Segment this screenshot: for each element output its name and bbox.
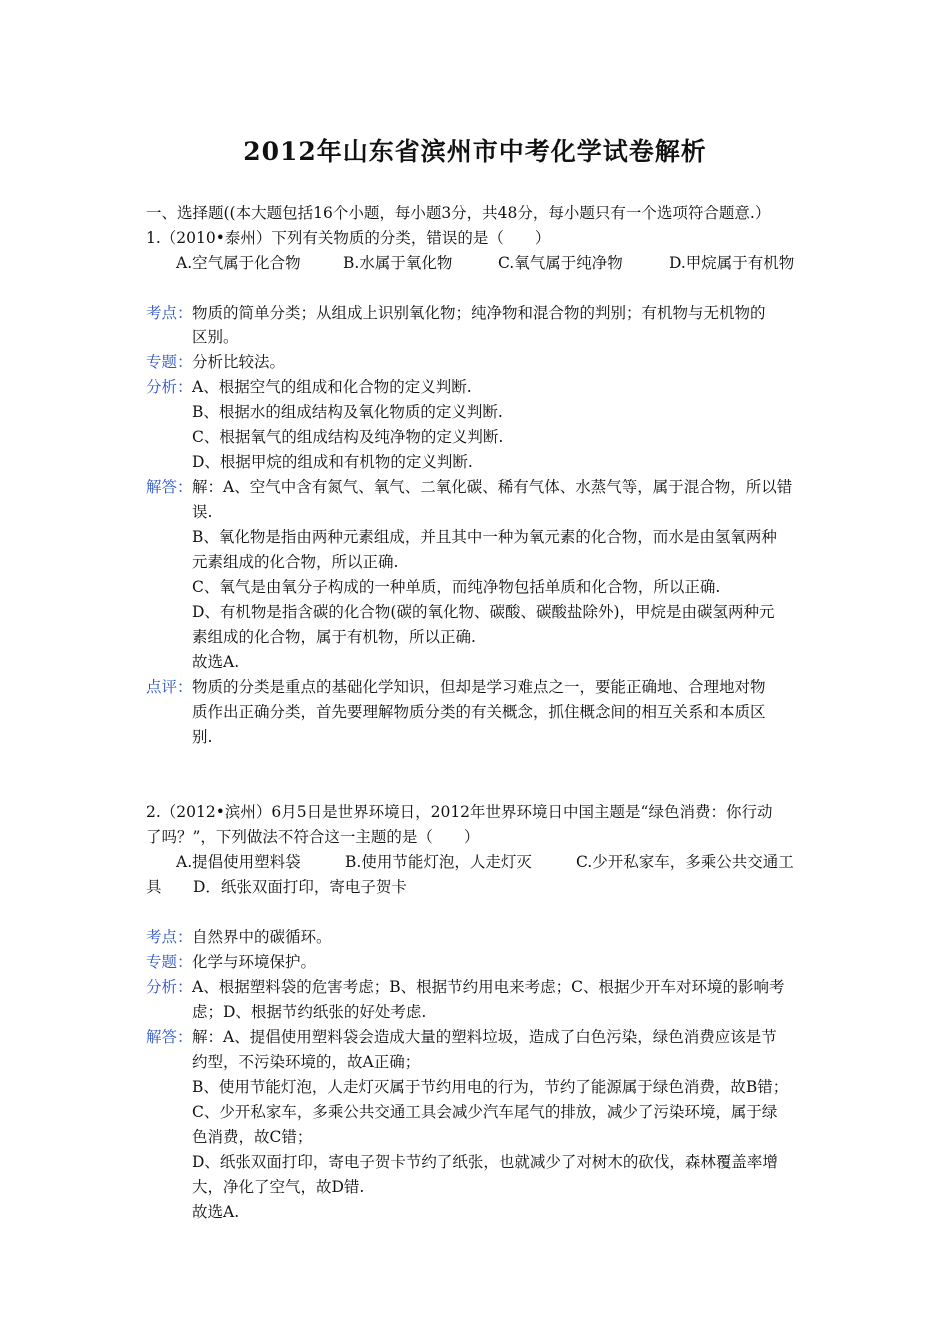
q2-jieda-line: 故选A.	[192, 1203, 240, 1221]
q2-zhuanti: 化学与环境保护。	[192, 953, 317, 971]
q1-jieda-line: 素组成的化合物，属于有机物，所以正确.	[192, 628, 476, 646]
q1-option-d: D.甲烷属于有机物	[669, 254, 795, 272]
q2-stem-line: 2.（2012•滨州）6月5日是世界环境日，2012年世界环境日中国主题是“绿色消费：你行动	[146, 803, 773, 821]
q1-option-a: A.空气属于化合物	[176, 254, 301, 272]
q1-dianping-line: 质作出正确分类，首先要理解物质分类的有关概念，抓住概念间的相互关系和本质区	[192, 703, 766, 721]
q1-fenxi-label: 分析：	[146, 378, 193, 396]
q1-jieda-line: 解：A、空气中含有氮气、氧气、二氧化碳、稀有气体、水蒸气等，属于混合物，所以错	[192, 478, 793, 496]
q2-jieda-line: C、少开私家车，多乘公共交通工具会减少汽车尾气的排放，减少了污染环境，属于绿	[192, 1103, 778, 1121]
q1-option-b: B.水属于氧化物	[343, 254, 453, 272]
q2-option-c-cont: 具	[146, 878, 162, 896]
q2-kaodian-label: 考点：	[146, 928, 193, 946]
q2-fenxi-line: A、根据塑料袋的危害考虑；B、根据节约用电来考虑；C、根据少开车对环境的影响考	[192, 978, 785, 996]
q1-jieda-line: 故选A.	[192, 653, 240, 671]
q2-jieda-line: 解：A、提倡使用塑料袋会造成大量的塑料垃圾，造成了白色污染，绿色消费应该是节	[192, 1028, 777, 1046]
q1-jieda-label: 解答：	[146, 478, 193, 496]
q1-jieda-line: B、氧化物是指由两种元素组成，并且其中一种为氧元素的化合物，而水是由氢氧两种	[192, 528, 777, 546]
q2-jieda-line: 大，净化了空气，故D错.	[192, 1178, 365, 1196]
q2-option-c: C.少开私家车，多乘公共交通工	[576, 853, 794, 871]
q2-jieda-label: 解答：	[146, 1028, 193, 1046]
q1-fenxi-line: B、根据水的组成结构及氧化物质的定义判断.	[192, 403, 503, 421]
q1-dianping-line: 别.	[192, 728, 213, 746]
q1-jieda-line: 元素组成的化合物，所以正确.	[192, 553, 399, 571]
q1-zhuanti-label: 专题：	[146, 353, 193, 371]
page-title: 2012年山东省滨州市中考化学试卷解析	[243, 137, 707, 166]
q1-fenxi-line: C、根据氧气的组成结构及纯净物的定义判断.	[192, 428, 504, 446]
q2-stem-line: 了吗？”，下列做法不符合这一主题的是（ ）	[146, 828, 480, 846]
q2-zhuanti-label: 专题：	[146, 953, 193, 971]
q1-kaodian-line: 物质的简单分类；从组成上识别氧化物；纯净物和混合物的判别；有机物与无机物的	[192, 304, 766, 322]
q1-dianping-line: 物质的分类是重点的基础化学知识，但却是学习难点之一，要能正确地、合理地对物	[192, 678, 766, 696]
q2-option-a: A.提倡使用塑料袋	[176, 853, 301, 871]
q1-jieda-line: 误.	[192, 503, 213, 521]
q2-fenxi-label: 分析：	[146, 978, 193, 996]
q1-zhuanti: 分析比较法。	[192, 353, 286, 371]
q2-jieda-line: 约型，不污染环境的，故A正确；	[192, 1053, 421, 1071]
q1-fenxi-line: A、根据空气的组成和化合物的定义判断.	[192, 378, 472, 396]
q2-fenxi-line: 虑；D、根据节约纸张的好处考虑.	[192, 1003, 427, 1021]
q1-jieda-line: C、氧气是由氧分子构成的一种单质，而纯净物包括单质和化合物，所以正确.	[192, 578, 721, 596]
q1-kaodian-label: 考点：	[146, 304, 193, 322]
q2-kaodian: 自然界中的碳循环。	[192, 928, 332, 946]
q2-option-b: B.使用节能灯泡，人走灯灭	[345, 853, 532, 871]
q2-option-d: D．纸张双面打印，寄电子贺卡	[193, 878, 407, 896]
q1-dianping-label: 点评：	[146, 678, 193, 696]
q2-jieda-line: 色消费，故C错；	[192, 1128, 313, 1146]
q1-fenxi-line: D、根据甲烷的组成和有机物的定义判断.	[192, 453, 473, 471]
q1-stem: 1.（2010•泰州）下列有关物质的分类，错误的是（ ）	[146, 229, 551, 247]
q1-jieda-line: D、有机物是指含碳的化合物(碳的氧化物、碳酸、碳酸盐除外)，甲烷是由碳氢两种元	[192, 603, 775, 621]
section-heading: 一、选择题((本大题包括16个小题，每小题3分，共48分，每小题只有一个选项符合题意.）	[146, 204, 771, 222]
q1-kaodian-line: 区别。	[192, 328, 239, 346]
q2-jieda-line: B、使用节能灯泡，人走灯灭属于节约用电的行为，节约了能源属于绿色消费，故B错；	[192, 1078, 789, 1096]
q2-jieda-line: D、纸张双面打印，寄电子贺卡节约了纸张，也就减少了对树木的砍伐，森林覆盖率增	[192, 1153, 778, 1171]
q1-option-c: C.氧气属于纯净物	[498, 254, 623, 272]
